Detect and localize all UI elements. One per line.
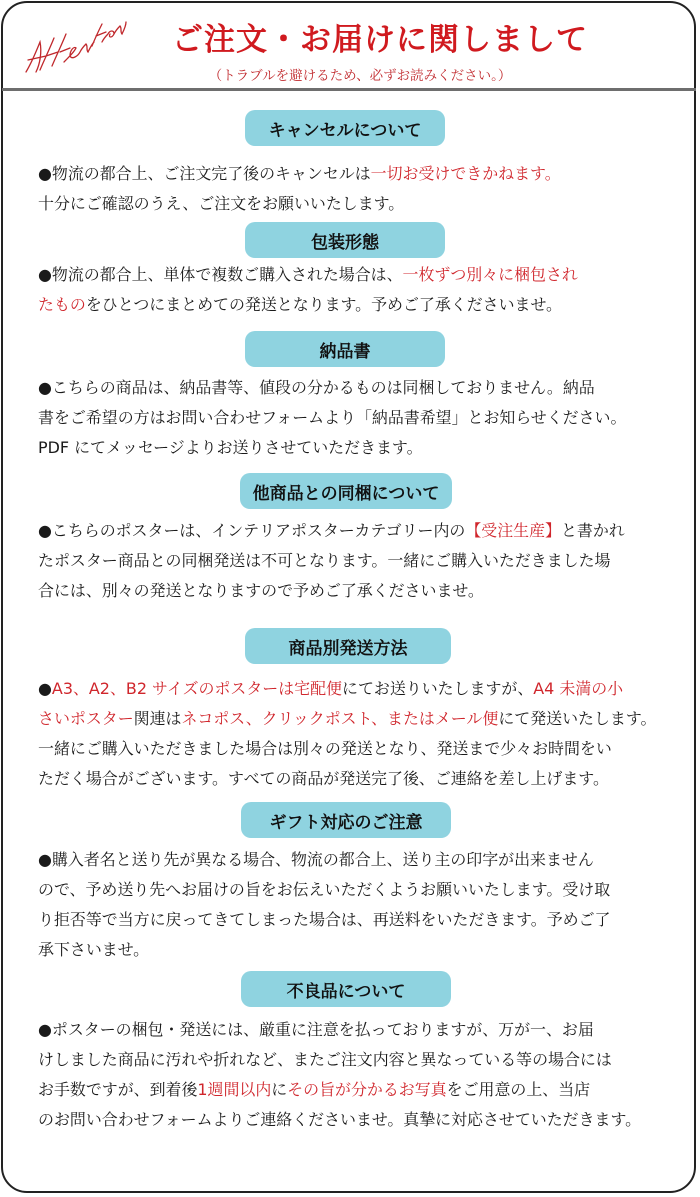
text-span: ●こちらのポスターは、インテリアポスターカテゴリー内の <box>38 521 466 540</box>
section-body-gift <box>38 845 678 965</box>
text-line <box>38 674 678 704</box>
section-heading-shipping-method: 商品別発送方法 <box>245 628 451 664</box>
text-span: PDF にてメッセージよりお送りさせていただきます。 <box>38 438 423 457</box>
text-line <box>38 373 678 403</box>
section-heading-defective: 不良品について <box>241 971 451 1007</box>
text-span: ●ポスターの梱包・発送には、厳重に注意を払っておりますが、万が一、お届 <box>38 1020 594 1039</box>
section-body-invoice <box>38 373 678 463</box>
text-line <box>38 935 678 965</box>
section-body-defective <box>38 1015 678 1135</box>
text-line <box>38 734 678 764</box>
highlight-text: さいポスター <box>38 709 134 728</box>
section-body-bundling <box>38 516 678 606</box>
text-line <box>38 704 678 734</box>
highlight-text: その旨が分かるお写真 <box>287 1080 447 1099</box>
section-heading-bundling: 他商品との同梱について <box>240 473 452 509</box>
text-span: ● <box>38 679 52 698</box>
text-line <box>38 546 678 576</box>
text-span: にて発送いたします。 <box>498 709 657 728</box>
text-line <box>38 189 678 219</box>
text-line <box>38 764 678 794</box>
text-span: けしました商品に汚れや折れなど、またご注文内容と異なっている等の場合には <box>38 1050 612 1069</box>
text-span: 十分にご確認のうえ、ご注文をお願いいたします。 <box>38 194 405 213</box>
text-span: に <box>271 1080 288 1099</box>
notice-header <box>0 0 700 90</box>
text-span: り拒否等で当方に戻ってきてしまった場合は、再送料をいただきます。予めご了 <box>38 910 611 929</box>
section-heading-packaging: 包装形態 <box>245 222 445 258</box>
text-line <box>38 1045 678 1075</box>
text-span: のお問い合わせフォームよりご連絡くださいませ。真摯に対応させていただきます。 <box>38 1110 642 1129</box>
text-span: ●物流の都合上、ご注文完了後のキャンセルは <box>38 164 371 183</box>
text-line <box>38 433 678 463</box>
highlight-text: 【受注生産】 <box>465 521 561 540</box>
text-span: 合には、別々の発送となりますので予めご了承くださいませ。 <box>38 581 484 600</box>
text-span: 書をご希望の方はお問い合わせフォームより「納品書希望」とお知らせください。 <box>38 408 627 427</box>
text-line <box>38 845 678 875</box>
text-span: ので、予め送り先へお届けの旨をお伝えいただくようお願いいたします。受け取 <box>38 880 611 899</box>
page-subtitle: （トラブルを避けるため、必ずお読みください。） <box>208 68 512 84</box>
text-span: をご用意の上、当店 <box>446 1080 591 1099</box>
text-line <box>38 1015 678 1045</box>
text-span: と書かれ <box>560 521 625 540</box>
section-body-packaging <box>38 260 678 320</box>
section-body-cancel <box>38 159 678 219</box>
text-line <box>38 290 678 320</box>
text-line <box>38 260 678 290</box>
text-line <box>38 1075 678 1105</box>
text-span: たポスター商品との同梱発送は不可となります。一緒にご購入いただきました場 <box>38 551 611 570</box>
text-span: 一緒にご購入いただきました場合は別々の発送となり、発送まで少々お時間をい <box>38 739 612 758</box>
highlight-text: ネコポス、クリックポスト、またはメール便 <box>181 709 499 728</box>
text-span: ●購入者名と送り先が異なる場合、物流の都合上、送り主の印字が出来ません <box>38 850 594 869</box>
highlight-text: A4 未満の小 <box>533 679 624 698</box>
page-title: ご注文・お届けに関しまして <box>172 22 588 58</box>
text-span: 承下さいませ。 <box>38 940 150 959</box>
header-divider <box>2 88 696 91</box>
text-line <box>38 159 678 189</box>
highlight-text: A3、A2、B2 サイズのポスターは宅配便 <box>51 679 342 698</box>
text-span: をひとつにまとめての発送となります。予めご了承くださいませ。 <box>85 295 562 314</box>
text-span: ●物流の都合上、単体で複数ご購入された場合は、 <box>38 265 403 284</box>
text-line <box>38 875 678 905</box>
text-line <box>38 1105 678 1135</box>
text-span: ●こちらの商品は、納品書等、値段の分かるものは同梱しておりません。納品 <box>38 378 595 397</box>
highlight-text: たもの <box>38 295 86 314</box>
text-line <box>38 516 678 546</box>
text-line <box>38 403 678 433</box>
section-body-shipping-method <box>38 674 678 794</box>
highlight-text: 一枚ずつ別々に梱包され <box>402 265 578 284</box>
section-heading-cancel: キャンセルについて <box>245 110 445 146</box>
highlight-text: 一切お受けできかねます。 <box>370 164 561 183</box>
text-line <box>38 576 678 606</box>
section-heading-invoice: 納品書 <box>245 331 445 367</box>
text-span: ただく場合がございます。すべての商品が発送完了後、ご連絡を差し上げます。 <box>38 769 609 788</box>
text-span: お手数ですが、到着後 <box>38 1080 198 1099</box>
section-heading-gift: ギフト対応のご注意 <box>241 802 451 838</box>
text-span: にてお送りいたしますが、 <box>342 679 534 698</box>
highlight-text: 1週間以内 <box>197 1080 272 1099</box>
text-line <box>38 905 678 935</box>
text-span: 関連は <box>133 709 182 728</box>
